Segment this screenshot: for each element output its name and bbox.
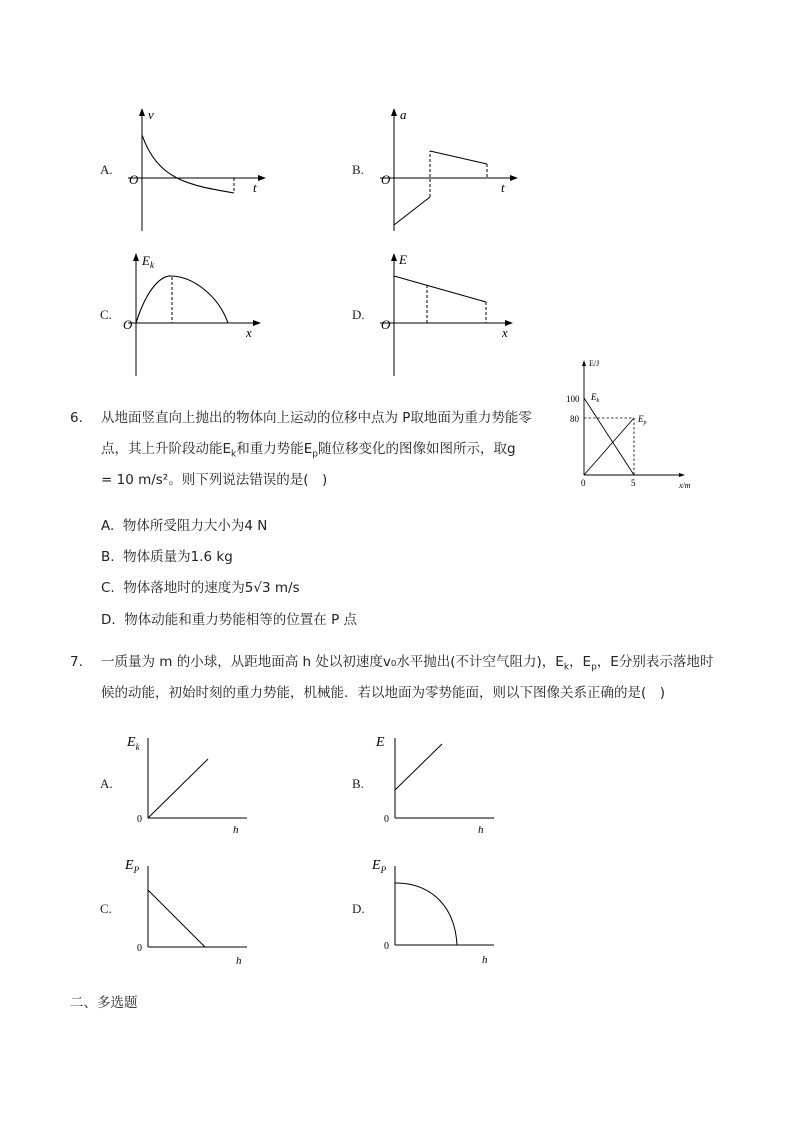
graph-a-t — [370, 105, 530, 235]
t-label: t — [501, 180, 505, 195]
y-axis-label: E/J — [589, 359, 600, 368]
a-label: a — [400, 107, 407, 122]
question-7-number: 7. — [70, 654, 83, 670]
option-b-letter: B. — [352, 162, 364, 177]
x-label: x — [502, 325, 508, 340]
v-label: v — [148, 107, 154, 122]
ep-line-label: $E_p$ — [638, 414, 647, 426]
question-7-line1: 一质量为 m 的小球，从距地面高 h 处以初速度v₀水平抛出(不计空气阻力)，$E_k$，$E_p$，E分别表示落地时 — [101, 654, 714, 673]
origin-label: O — [123, 317, 133, 332]
energy-displacement-figure — [560, 355, 700, 490]
question-6-line3: = 10 m/s²。则下列说法错误的是( ) — [101, 472, 328, 488]
graph-ep-h-linear — [125, 852, 255, 967]
tick-5: 5 — [631, 478, 636, 488]
ep-label: $E_P$ — [125, 858, 140, 875]
question-6-number: 6. — [70, 410, 83, 426]
question-6-choice-c[interactable]: C. 物体落地时的速度为5√3 m/s — [101, 580, 300, 596]
question-6-choice-d[interactable]: D. 物体动能和重力势能相等的位置在 P 点 — [101, 612, 358, 628]
graph-ep-h-arc — [372, 852, 502, 967]
ek-line-label: $E_k$ — [591, 392, 600, 404]
h-label: h — [482, 954, 488, 966]
graph-ek-h — [125, 730, 255, 840]
h-label: h — [233, 824, 239, 836]
question-7-line2: 候的动能，初始时刻的重力势能，机械能．若以地面为零势能面，则以下图像关系正确的是( ) — [101, 685, 666, 701]
origin-label: O — [129, 172, 139, 187]
e-label: E — [376, 735, 385, 750]
origin-label: O — [381, 317, 391, 332]
question-6-line1: 从地面竖直向上抛出的物体向上运动的位移中点为 P取地面为重力势能零 — [101, 410, 532, 426]
option-a-letter: A. — [100, 162, 113, 177]
x-axis-label: x/m — [679, 481, 691, 490]
h-label: h — [478, 824, 484, 836]
t-label: t — [253, 180, 257, 195]
tick-0: 0 — [581, 478, 586, 488]
origin-label: O — [381, 172, 391, 187]
graph-ek-x — [118, 250, 278, 380]
q7-option-c-letter: C. — [100, 901, 112, 916]
question-6-line2: 点，其上升阶段动能$E_k$和重力势能$E_p$随位移变化的图像如图所示，取g — [101, 441, 516, 460]
origin-label: 0 — [137, 814, 142, 825]
x-label: x — [246, 325, 252, 340]
origin-label: 0 — [384, 941, 389, 952]
origin-label: 0 — [384, 814, 389, 825]
option-d-letter: D. — [352, 307, 365, 322]
h-label: h — [236, 955, 242, 967]
graph-e-h — [372, 730, 502, 840]
ep-label: $E_P$ — [372, 858, 387, 875]
option-c-letter: C. — [100, 307, 112, 322]
origin-label: 0 — [137, 943, 142, 954]
section-title: 二、多选题 — [70, 995, 138, 1011]
question-6-choice-a[interactable]: A. 物体所受阻力大小为4 N — [101, 518, 268, 534]
e-label: E — [399, 252, 407, 267]
q7-option-d-letter: D. — [352, 901, 365, 916]
q7-option-b-letter: B. — [352, 776, 364, 791]
ek-label: $E_k$ — [142, 253, 154, 270]
ek-label: $E_k$ — [127, 735, 140, 752]
q7-option-a-letter: A. — [100, 776, 113, 791]
question-6-choice-b[interactable]: B. 物体质量为1.6 kg — [101, 549, 233, 565]
tick-80: 80 — [570, 414, 579, 424]
tick-100: 100 — [566, 394, 580, 404]
graph-v-t — [118, 105, 278, 235]
graph-e-x — [370, 250, 530, 380]
